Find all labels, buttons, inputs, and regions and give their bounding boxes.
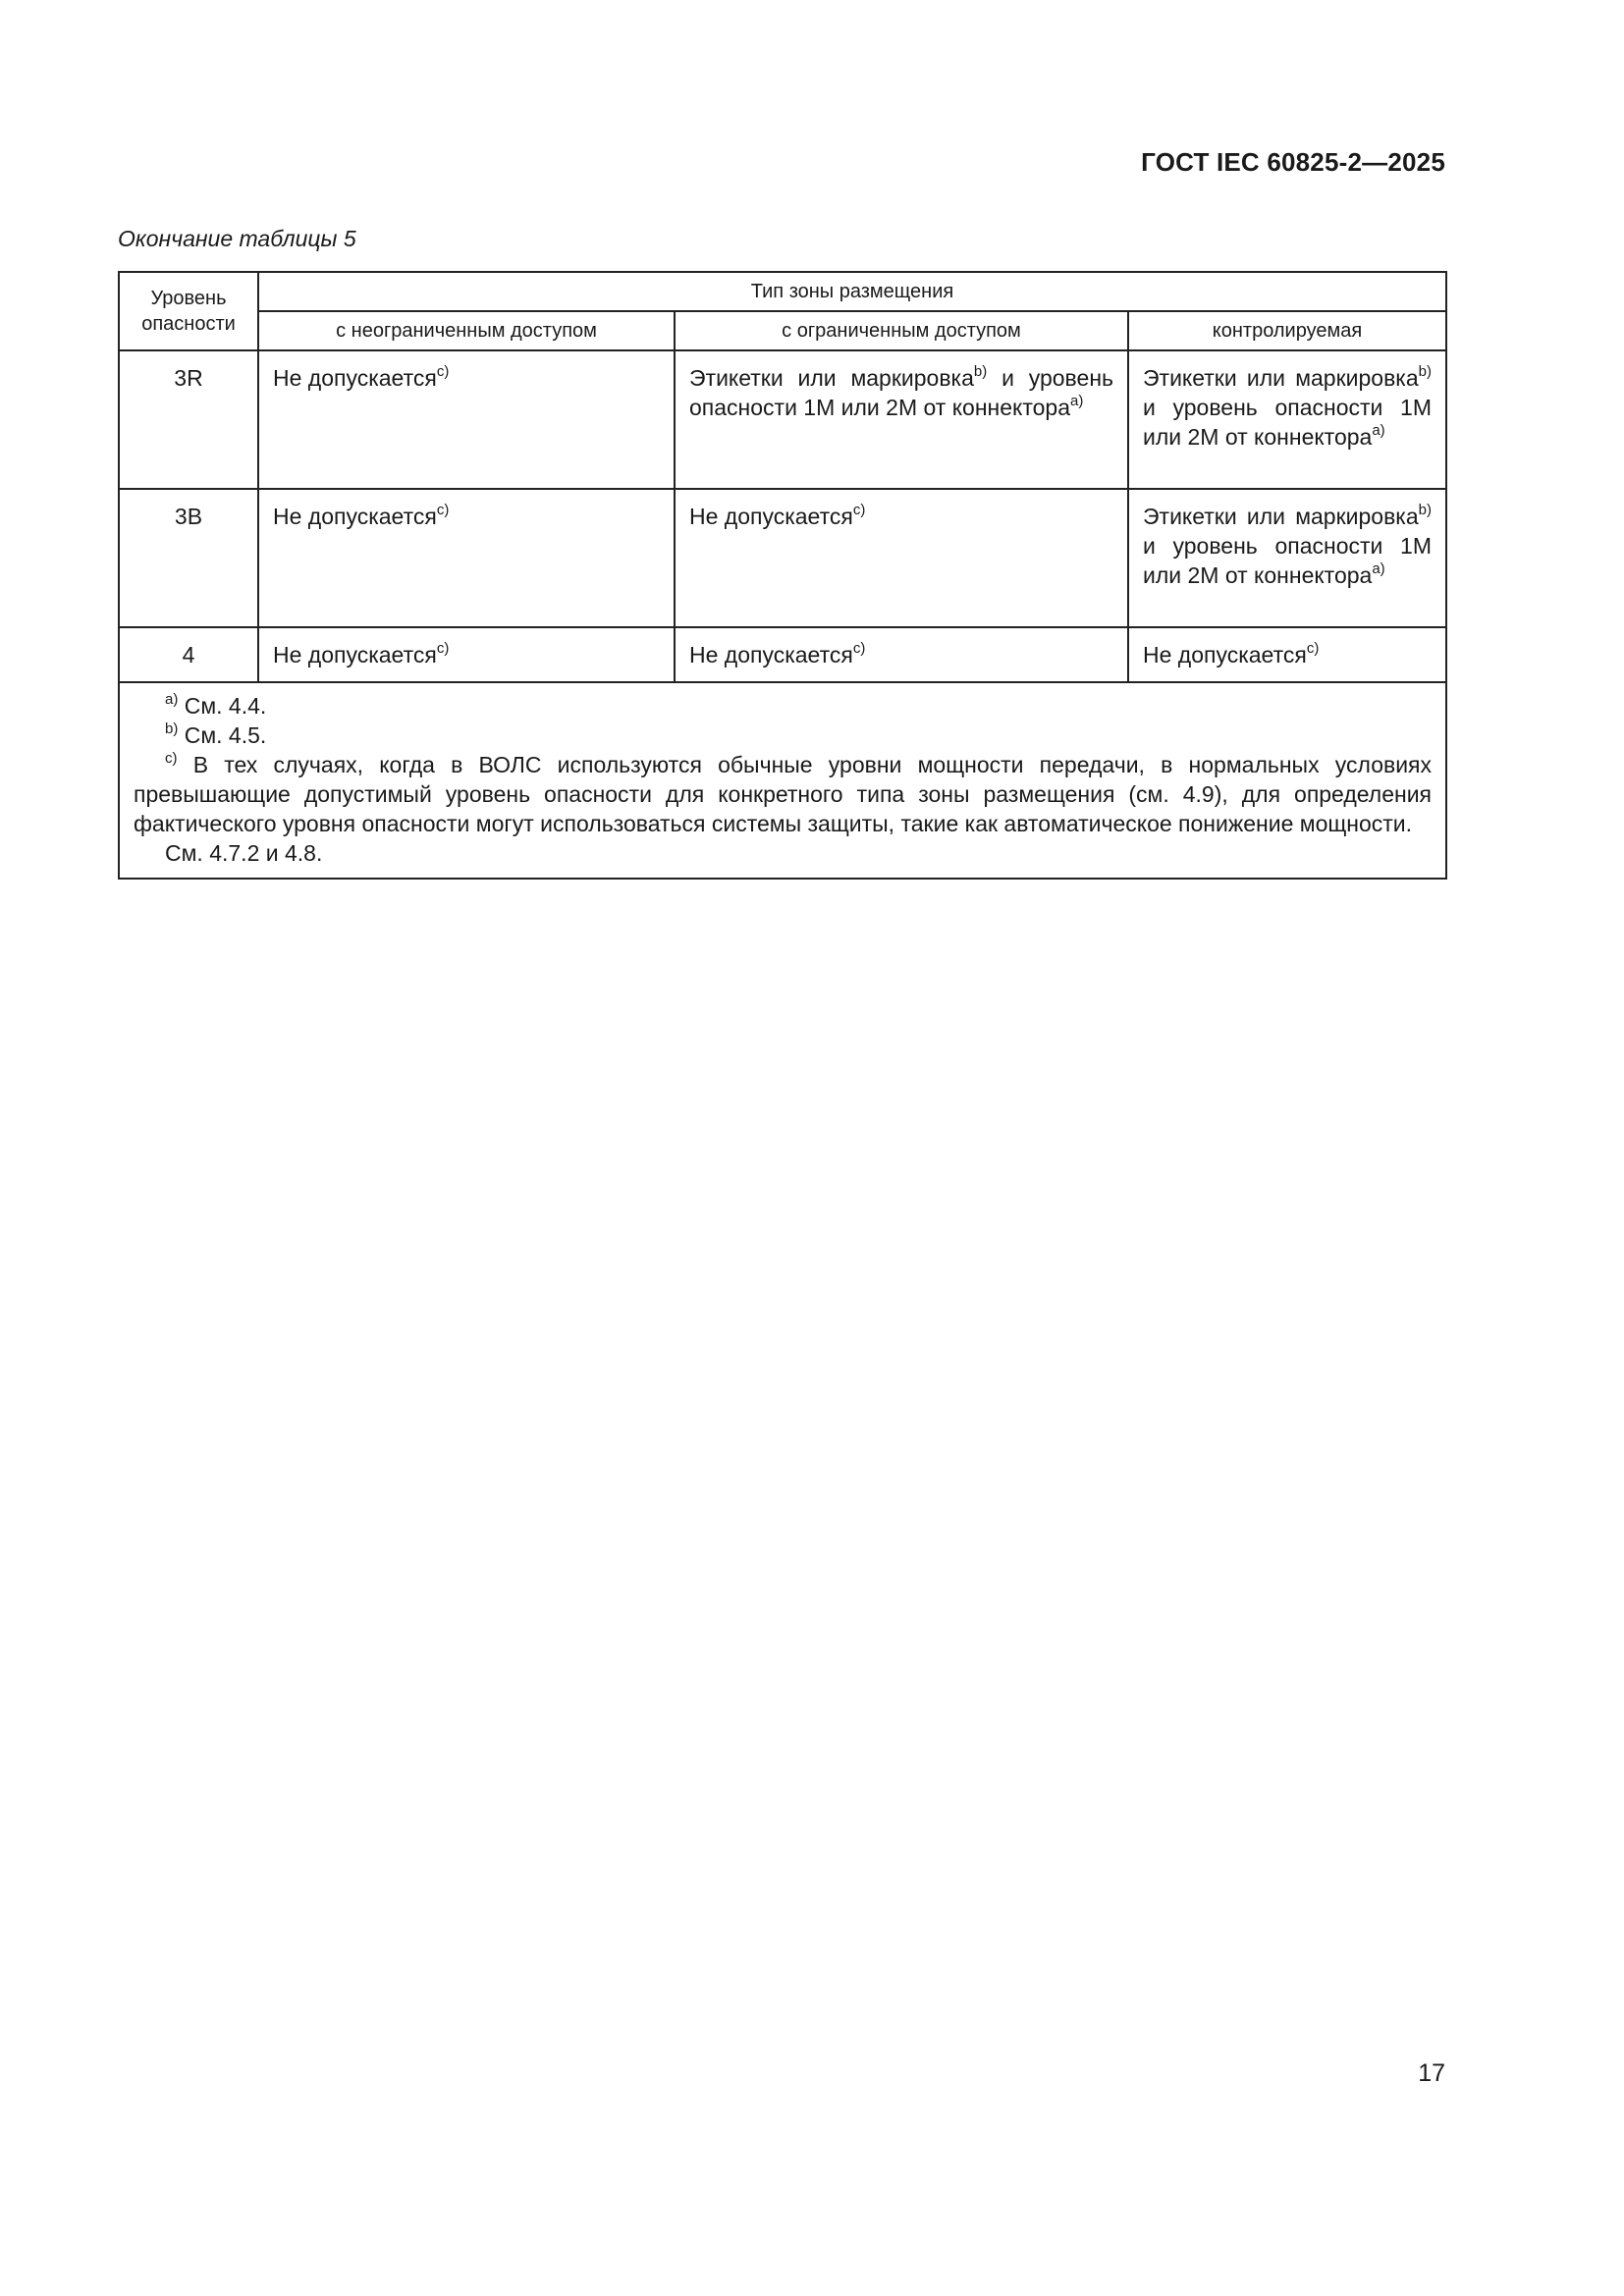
table-cell: Не допускается$^{c)}$ — [675, 489, 1128, 627]
row-level: 3R — [119, 350, 258, 489]
hazard-level-table — [118, 271, 1447, 880]
table-row — [119, 489, 1446, 627]
table-header-row — [119, 272, 1446, 311]
table-cell: Этикетки или маркировка$^{b)}$ и уровень опасности 1М или 2М от коннектора$^{a)}$ — [675, 350, 1128, 489]
table-caption: Окончание таблицы 5 — [118, 226, 356, 251]
footnote-a: $^{a)}$ См. 4.4. — [165, 691, 267, 719]
row-level: 3В — [119, 489, 258, 627]
table-row — [119, 627, 1446, 682]
table-subheader-row — [119, 311, 1446, 350]
table-cell: Этикетки или маркировка$^{b)}$ и уровень опасности 1М или 2М от коннектора$^{a)}$ — [1128, 350, 1446, 489]
table-cell: Не допускается$^{c)}$ — [258, 350, 675, 489]
document-code: ГОСТ IEC 60825-2—2025 — [1141, 147, 1445, 177]
header-unrestricted: с неограниченным доступом — [258, 311, 675, 350]
table-cell: Не допускается$^{c)}$ — [258, 489, 675, 627]
table-cell: Не допускается$^{c)}$ — [1128, 627, 1446, 682]
row-level: 4 — [119, 627, 258, 682]
header-zone-type: Тип зоны размещения — [258, 272, 1446, 311]
page-number: 17 — [1418, 2059, 1445, 2087]
note-references: См. 4.7.2 и 4.8. — [165, 840, 323, 866]
table-cell: Не допускается$^{c)}$ — [675, 627, 1128, 682]
table-notes — [119, 682, 1446, 879]
table-cell: Не допускается$^{c)}$ — [258, 627, 675, 682]
footnote-c: $^{c)}$ В тех случаях, когда в ВОЛС используются обычные уровни мощности передачи, в нормальных условиях превышающие допустимый уровень опасности для конкретного типа зоны размещения (см. 4.9), для определения фактического уровня опасности могут использоваться системы защиты, такие как автоматическое понижение мощности. — [134, 750, 1433, 836]
header-hazard-level: Уровень опасности — [119, 272, 258, 350]
header-restricted: с ограниченным доступом — [675, 311, 1128, 350]
table-cell: Этикетки или маркировка$^{b)}$ и уровень опасности 1М или 2М от коннектора$^{a)}$ — [1128, 489, 1446, 627]
table-notes-row — [119, 682, 1446, 879]
footnote-b: $^{b)}$ См. 4.5. — [165, 721, 267, 748]
header-controlled: контролируемая — [1128, 311, 1446, 350]
table-row — [119, 350, 1446, 489]
